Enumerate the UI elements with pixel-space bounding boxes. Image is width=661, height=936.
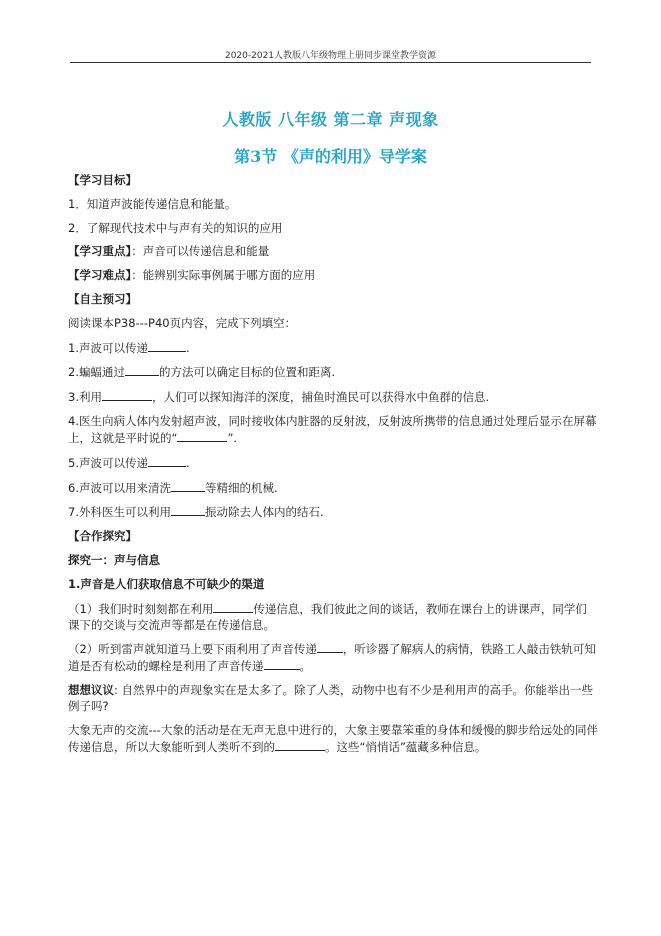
question-5-text: 5.声波可以传递: [68, 455, 148, 470]
paragraph-1-end: 传递信息，我们彼此之间的谈话，教师在课台上的讲课声，同学们课下的交谈与交流声等都是在传递信息。: [68, 601, 587, 632]
think-discuss: [68, 682, 598, 714]
document-body: [68, 172, 598, 763]
answer-blank: [275, 738, 325, 751]
question-1-text: 1.声波可以传递: [68, 340, 148, 355]
answer-blank: [317, 640, 343, 653]
difficulty-text: ：能辨别实际事例属于哪方面的应用: [131, 268, 316, 283]
explore-heading: 【合作探究】: [68, 529, 137, 544]
question-5-end: .: [185, 455, 190, 470]
preview-heading: 【自主预习】: [68, 291, 137, 306]
question-5: [68, 454, 598, 471]
difficulty-label: 【学习难点】: [68, 268, 132, 283]
difficulty: [68, 267, 598, 283]
objective-2: 2．了解现代技术中与声有关的知识的应用: [68, 220, 283, 235]
answer-blank: [264, 657, 300, 670]
paragraph-2-middle: ，听诊器了解病人的病情，铁路工人敲击铁轨可知道是否有松动的螺栓是利用了声音传递: [68, 642, 596, 674]
question-4-text: 4.医生向病人体内发射超声波，同时接收体内脏器的反射波，反射波所携带的信息通过处理后显示在屏幕上，这就是平时说的“: [68, 413, 597, 445]
paragraph-2-text: （2）听到雷声就知道马上要下雨利用了声音传递: [68, 642, 317, 657]
key-point-text: ：声音可以传递信息和能量: [131, 244, 270, 259]
question-6-text: 6.声波可以用来清洗: [68, 480, 171, 495]
question-4-end: ”.: [227, 430, 238, 445]
question-7-end: 振动除去人体内的结石.: [204, 505, 324, 520]
document-title: 人教版 八年级 第二章 声现象: [222, 110, 439, 129]
header-rule: [70, 62, 591, 63]
key-point: [68, 243, 598, 259]
question-2: [68, 363, 598, 380]
elephant-text: 大象无声的交流---大象的活动是在无声无息中进行的，大象主要靠笨重的身体和缓慢的脚步给远处的同伴传递信息，所以大象能听到人类听不到的: [68, 722, 598, 754]
explore-subheading-1: 探究一：声与信息: [68, 552, 160, 567]
objective-1: 1．知道声波能传递信息和能量。: [68, 196, 237, 211]
answer-blank: [148, 454, 186, 467]
question-3-end: ，人们可以探知海洋的深度，捕鱼时渔民可以获得水中鱼群的信息.: [151, 390, 490, 405]
answer-blank: [102, 388, 152, 401]
page-header: 2020-2021人教版八年级物理上册同步课堂教学资源: [224, 51, 437, 61]
answer-blank: [171, 479, 205, 492]
question-1: [68, 339, 598, 356]
preview-intro: 阅读课本P38---P40页内容，完成下列填空：: [68, 315, 297, 330]
question-2-text: 2.蝙蝠通过: [68, 365, 125, 380]
question-4: [68, 413, 598, 446]
answer-blank: [171, 503, 205, 516]
question-3-text: 3.利用: [68, 390, 102, 405]
paragraph-2: [68, 640, 598, 674]
answer-blank: [213, 600, 253, 613]
key-point-label: 【学习重点】: [68, 244, 132, 259]
question-6: [68, 479, 598, 496]
question-7-text: 7.外科医生可以利用: [68, 505, 171, 520]
think-discuss-text: : 自然界中的声现象实在是太多了。除了人类，动物中也有不少是利用声的高手。你能举出一些例子吗?: [68, 683, 594, 714]
elephant-end: 。这些“悄悄话”蕴藏多种信息。: [325, 739, 487, 754]
question-7: [68, 503, 598, 520]
question-1-end: .: [185, 340, 190, 355]
think-discuss-label: 想想议议: [68, 683, 114, 698]
paragraph-1: [68, 600, 598, 633]
answer-blank: [177, 429, 227, 442]
explore-subheading-2: 1.声音是人们获取信息不可缺少的渠道: [68, 576, 265, 591]
elephant-paragraph: [68, 722, 598, 755]
question-2-end: 的方法可以确定目标的位置和距离.: [158, 365, 336, 380]
objectives-heading: 【学习目标】: [68, 173, 137, 187]
document-subtitle: 第3节 《声的利用》导学案: [234, 147, 427, 166]
question-3: [68, 388, 598, 405]
answer-blank: [125, 363, 159, 376]
paragraph-2-end: 。: [299, 659, 311, 674]
paragraph-1-text: （1）我们时时刻刻都在利用: [68, 601, 214, 616]
answer-blank: [148, 339, 186, 352]
question-6-end: 等精细的机械.: [204, 480, 278, 495]
